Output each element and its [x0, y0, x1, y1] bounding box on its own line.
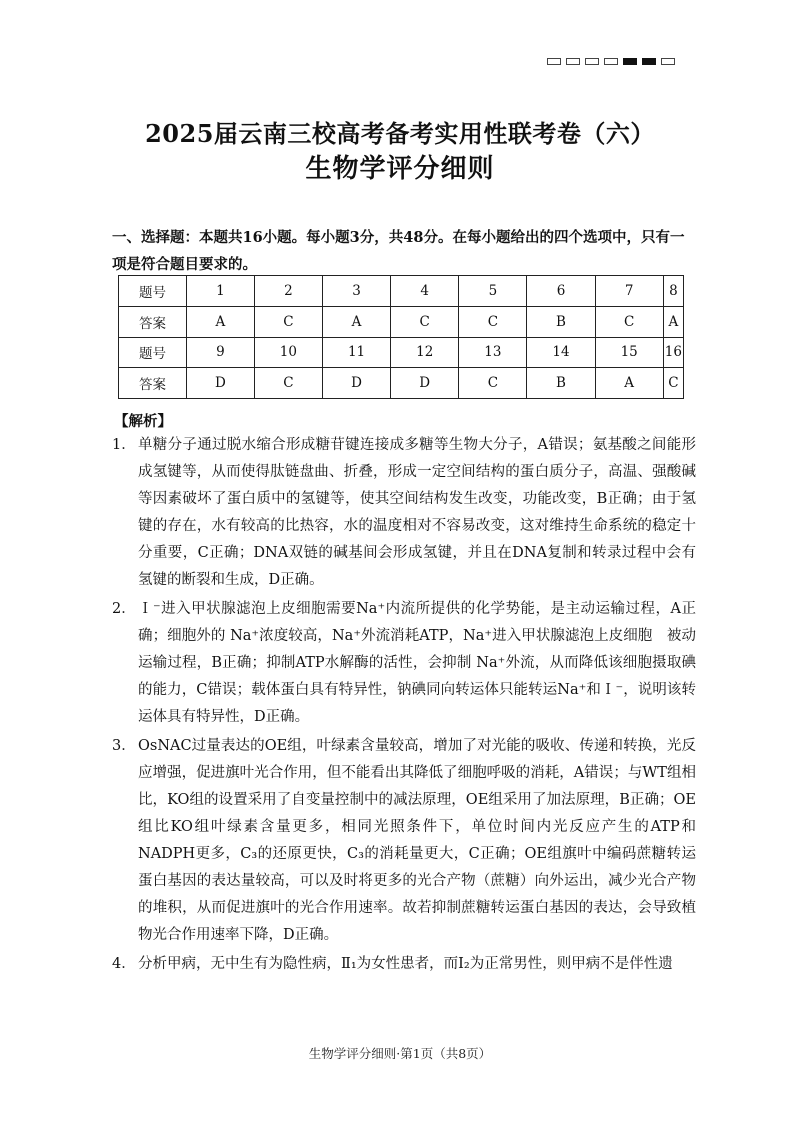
table-cell: 16 — [663, 337, 683, 368]
analysis-label: 【解析】 — [114, 413, 172, 430]
document-subtitle: 生物学评分细则 — [305, 154, 495, 184]
marker-box — [566, 58, 580, 65]
item-text: OsNAC过量表达的OE组，叶绿素含量较高，增加了对光能的吸收、传递和转换，光反应增强，促进旗叶光合作用，但不能看出其降低了细胞呼吸的消耗，A错误；与WT组相比，KO组的设置采用了自变量控制中的减法原理，OE组采用了加法原理，B正确；OE组比KO组叶绿素含量更多，相同光照条件下，单位时间内光反应产生的ATP和NADPH更多，C₃的还原更快，C₃的消耗量更大，C正确；OE组旗叶中编码蔗糖转运蛋白基因的表达量较高，可以及时将更多的光合产物（蔗糖）向外运出，减少光合产物的堆积，从而促进旗叶的光合作用速率。故若抑制蔗糖转运蛋白基因的表达，会导致植物光合作用速率下降，D正确。 — [138, 738, 696, 943]
table-row-header: 答案 — [119, 306, 187, 337]
marker-box — [585, 58, 599, 65]
table-cell: 15 — [595, 337, 663, 368]
item-text: 分析甲病，无中生有为隐性病，Ⅱ₁为女性患者，而Ⅰ₂为正常男性，则甲病不是伴性遗 — [138, 956, 673, 972]
table-cell: C — [663, 368, 683, 399]
table-row-header: 题号 — [119, 276, 187, 307]
table-cell: A — [663, 306, 683, 337]
table-cell: C — [595, 306, 663, 337]
table-row — [119, 337, 684, 368]
table-cell: 6 — [527, 276, 595, 307]
marker-box — [547, 58, 561, 65]
table-cell: B — [527, 368, 595, 399]
analysis-item — [112, 951, 696, 978]
table-cell: 2 — [254, 276, 322, 307]
table-row — [119, 368, 684, 399]
table-cell: 14 — [527, 337, 595, 368]
analysis-item — [112, 596, 696, 731]
marker-box-filled — [623, 58, 637, 65]
item-number: 1． — [112, 437, 136, 453]
table-cell: 12 — [391, 337, 459, 368]
table-cell: 5 — [459, 276, 527, 307]
marker-box — [604, 58, 618, 65]
item-text: 单糖分子通过脱水缩合形成糖苷键连接成多糖等生物大分子，A错误；氨基酸之间能形成氢键等，从而使得肽链盘曲、折叠，形成一定空间结构的蛋白质分子，高温、强酸碱等因素破坏了蛋白质中的氢键等，使其空间结构发生改变，功能改变，B正确；由于氢键的存在，水有较高的比热容，水的温度相对不容易改变，这对维持生命系统的稳定十分重要，C正确；DNA双链的碱基间会形成氢键，并且在DNA复制和转录过程中会有氢键的断裂和生成，D正确。 — [138, 437, 696, 588]
table-cell: 1 — [186, 276, 254, 307]
document-title: 2025届云南三校高考备考实用性联考卷（六） — [145, 119, 655, 148]
table-cell: A — [186, 306, 254, 337]
table-cell: 3 — [322, 276, 390, 307]
table-cell: 11 — [322, 337, 390, 368]
item-number: 4． — [112, 956, 136, 972]
table-row — [119, 306, 684, 337]
table-cell: C — [254, 368, 322, 399]
table-cell: 4 — [391, 276, 459, 307]
table-cell: C — [459, 368, 527, 399]
page-marker-boxes — [547, 58, 675, 65]
marker-box — [661, 58, 675, 65]
table-cell: D — [391, 368, 459, 399]
analysis-list — [112, 432, 696, 980]
table-cell: C — [254, 306, 322, 337]
analysis-item — [112, 432, 696, 594]
table-row — [119, 276, 684, 307]
table-cell: D — [186, 368, 254, 399]
table-cell: C — [459, 306, 527, 337]
table-cell: 13 — [459, 337, 527, 368]
table-cell: 9 — [186, 337, 254, 368]
table-cell: 8 — [663, 276, 683, 307]
table-cell: C — [391, 306, 459, 337]
item-number: 2． — [112, 601, 136, 617]
analysis-item — [112, 733, 696, 949]
table-row-header: 答案 — [119, 368, 187, 399]
table-cell: A — [595, 368, 663, 399]
page-footer: 生物学评分细则·第1页（共8页） — [308, 1046, 492, 1061]
table-cell: B — [527, 306, 595, 337]
item-text: Ｉ⁻进入甲状腺滤泡上皮细胞需要Na⁺内流所提供的化学势能，是主动运输过程，A正确；细胞外的 Na⁺浓度较高，Na⁺外流消耗ATP，Na⁺进入甲状腺滤泡上皮细胞 被动运输过程，B正确；抑制ATP水解酶的活性，会抑制 Na⁺外流，从而降低该细胞摄取碘的能力，C错误；载体蛋白具有特异性，钠碘同向转运体只能转运Na⁺和Ｉ⁻，说明该转运体具有特异性，D正确。 — [138, 601, 696, 725]
table-cell: D — [322, 368, 390, 399]
item-number: 3． — [112, 738, 136, 754]
answer-table — [118, 275, 684, 399]
marker-box-filled — [642, 58, 656, 65]
table-row-header: 题号 — [119, 337, 187, 368]
table-cell: 7 — [595, 276, 663, 307]
table-cell: 10 — [254, 337, 322, 368]
table-cell: A — [322, 306, 390, 337]
section-heading: 一、选择题：本题共16小题。每小题3分，共48分。在每小题给出的四个选项中，只有一项是符合题目要求的。 — [112, 229, 685, 273]
